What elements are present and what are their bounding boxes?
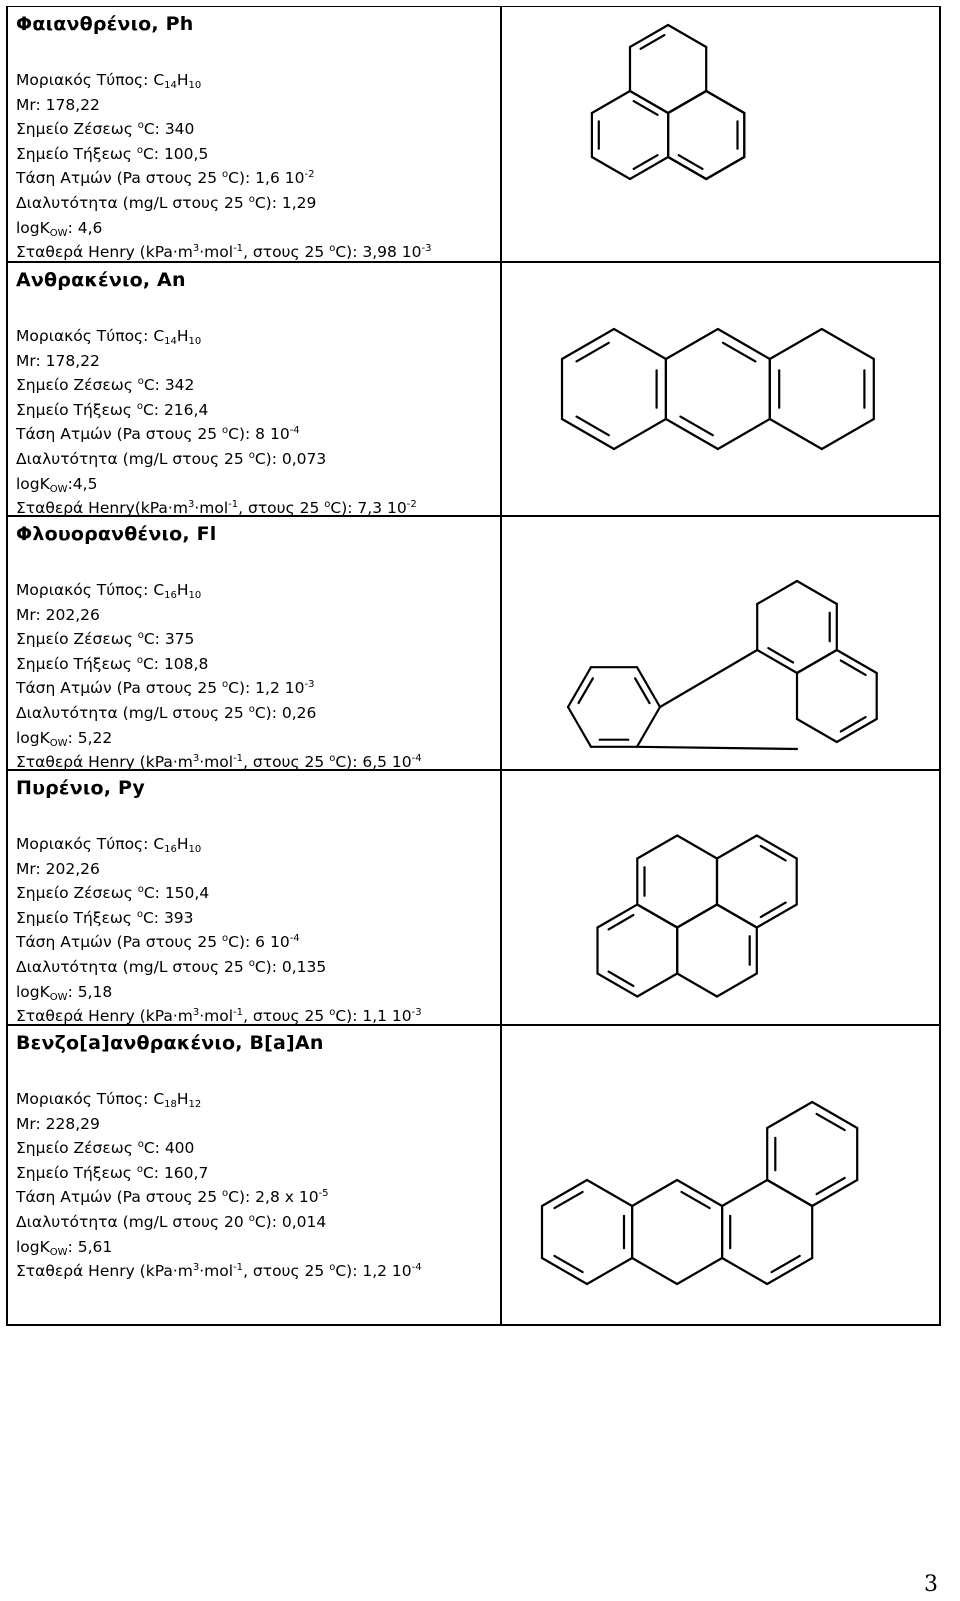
bond (634, 101, 658, 115)
text-fragment: -1 (228, 499, 239, 511)
text-fragment: Τάση Ατμών (Pa στους 25 (16, 425, 223, 444)
bond (767, 1180, 812, 1206)
text-fragment: o (248, 1212, 255, 1224)
text-fragment: o (137, 1139, 144, 1151)
bond (770, 329, 822, 359)
bond (592, 91, 630, 113)
text-fragment: H (176, 581, 189, 599)
text-fragment: 16 (164, 844, 177, 855)
text-fragment: Σημείο Τήξεως (16, 400, 137, 419)
text-fragment: , στους 25 (243, 1262, 330, 1281)
text-fragment: o (136, 654, 143, 666)
bond (577, 343, 609, 362)
molecular-weight (16, 349, 417, 374)
text-fragment: H (176, 835, 189, 853)
text-fragment: -2 (406, 499, 417, 511)
text-fragment: ·mol (199, 753, 234, 772)
compound-row (8, 515, 939, 772)
bond (592, 157, 630, 179)
text-fragment: 10 (188, 590, 202, 601)
text-fragment: 16 (164, 590, 177, 601)
bond (841, 717, 866, 731)
text-fragment: C): 8 10 (228, 425, 290, 444)
bond (637, 974, 677, 997)
compound-row (8, 1024, 939, 1325)
molecular-weight (16, 603, 422, 628)
text-fragment: -1 (233, 753, 244, 765)
text-fragment: Διαλυτότητα (mg/L στους 25 (16, 957, 249, 976)
bond (817, 1114, 845, 1130)
pyrene-structure (552, 811, 882, 1031)
text-fragment: Μοριακός Τύπος: (16, 1090, 154, 1108)
compound-name: Ανθρακένιο, An (16, 269, 186, 291)
vapor-pressure (16, 422, 417, 447)
text-fragment: C): 7,3 10 (330, 499, 407, 518)
properties-cell (8, 263, 502, 518)
text-fragment: OW (49, 227, 68, 239)
text-fragment: : 5,61 (67, 1237, 113, 1256)
text-fragment: Τάση Ατμών (Pa στους 25 (16, 679, 223, 698)
text-fragment: Mr: 228,29 (16, 1114, 100, 1133)
molecular-weight (16, 93, 432, 118)
text-fragment: o (329, 243, 336, 255)
solubility (16, 191, 432, 216)
vapor-pressure (16, 930, 422, 955)
text-fragment: Μοριακός Τύπος: (16, 327, 154, 345)
text-fragment: Τάση Ατμών (Pa στους 25 (16, 169, 223, 188)
phenanthrene-structure (552, 27, 882, 247)
text-fragment: logK (16, 1237, 50, 1256)
bond (637, 836, 677, 859)
text-fragment: C): 3,98 10 (335, 243, 422, 262)
bond (722, 1258, 767, 1284)
text-fragment: -2 (304, 169, 315, 181)
bond (722, 1180, 767, 1206)
log-kow (16, 472, 417, 497)
structure-cell (502, 263, 939, 515)
henry-constant (16, 1259, 422, 1284)
text-fragment: Μοριακός Τύπος: (16, 71, 154, 89)
text-fragment: o (136, 400, 143, 412)
bond (587, 1180, 632, 1206)
text-fragment: -4 (289, 425, 300, 437)
log-kow (16, 216, 432, 241)
bond (634, 155, 658, 169)
text-fragment: o (136, 908, 143, 920)
bond (579, 678, 593, 703)
property-list (16, 578, 422, 775)
bond (637, 905, 677, 928)
vapor-pressure (16, 166, 432, 191)
text-fragment: logK (16, 218, 50, 237)
text-fragment: C (153, 835, 165, 853)
text-fragment: logK (16, 982, 50, 1001)
bond (767, 1102, 812, 1128)
properties-cell (8, 517, 502, 772)
text-fragment: C): 1,2 10 (335, 1262, 412, 1281)
text-fragment: Σταθερά Henry (kPa·m (16, 243, 193, 262)
property-list (16, 1087, 422, 1284)
text-fragment: o (248, 957, 255, 969)
text-fragment: C): 0,135 (254, 957, 327, 976)
bond (717, 974, 757, 997)
fluoranthene-structure (552, 547, 882, 777)
bond (797, 719, 837, 742)
text-fragment: Σημείο Τήξεως (16, 1163, 137, 1182)
bond (587, 1258, 632, 1284)
text-fragment: C (153, 581, 165, 599)
compound-row (8, 261, 939, 518)
text-fragment: Σημείο Ζέσεως (16, 1139, 138, 1158)
text-fragment: C): 1,6 10 (228, 169, 305, 188)
text-fragment: , στους 25 (243, 753, 330, 772)
solubility (16, 955, 422, 980)
text-fragment: C: 108,8 (142, 654, 209, 673)
bond (822, 329, 874, 359)
text-fragment: ·mol (199, 1262, 234, 1281)
text-fragment: Τάση Ατμών (Pa στους 25 (16, 933, 223, 952)
text-fragment: Σημείο Ζέσεως (16, 884, 138, 903)
text-fragment: C: 216,4 (142, 400, 209, 419)
boiling-point (16, 881, 422, 906)
melting-point (16, 398, 417, 423)
text-fragment: 3 (187, 499, 195, 511)
text-fragment: Μοριακός Τύπος: (16, 581, 154, 599)
text-fragment: o (324, 499, 331, 511)
text-fragment: 12 (188, 1099, 202, 1110)
text-fragment: ·mol (199, 1007, 234, 1026)
bond (637, 747, 797, 749)
text-fragment: C (153, 71, 165, 89)
bond (682, 1192, 710, 1208)
bond (632, 1180, 677, 1206)
bond (660, 650, 757, 707)
text-fragment: :4,5 (67, 474, 98, 493)
bond (668, 91, 706, 113)
text-fragment: -3 (411, 1007, 422, 1019)
bond (723, 343, 755, 362)
bond (679, 155, 703, 169)
text-fragment: C: 342 (143, 376, 195, 395)
melting-point (16, 1161, 422, 1186)
text-fragment: C): 1,2 10 (228, 679, 305, 698)
bond (706, 157, 744, 179)
bond (770, 419, 822, 449)
text-fragment: o (248, 193, 255, 205)
properties-cell (8, 1026, 502, 1325)
text-fragment: Σημείο Τήξεως (16, 908, 137, 927)
bond (797, 650, 837, 673)
text-fragment: C: 100,5 (142, 144, 209, 163)
text-fragment: 3 (192, 753, 200, 765)
solubility (16, 1210, 422, 1235)
text-fragment: Σημείο Ζέσεως (16, 120, 138, 139)
text-fragment: 10 (188, 80, 202, 91)
text-fragment: H (176, 1090, 189, 1108)
text-fragment: , στους 25 (243, 243, 330, 262)
bond (637, 707, 660, 747)
bond (668, 25, 706, 47)
text-fragment: : 4,6 (67, 218, 103, 237)
molecular-formula (16, 1087, 422, 1112)
text-fragment: 3 (192, 243, 200, 255)
bond (677, 1258, 722, 1284)
text-fragment: o (222, 679, 229, 691)
molecular-weight (16, 1112, 422, 1137)
text-fragment: 14 (164, 80, 177, 91)
log-kow (16, 726, 422, 751)
text-fragment: Διαλυτότητα (mg/L στους 25 (16, 449, 249, 468)
text-fragment: OW (49, 1246, 68, 1258)
text-fragment: Σταθερά Henry(kPa·m (16, 499, 188, 518)
text-fragment: C (153, 327, 165, 345)
structure-cell (502, 771, 939, 1024)
text-fragment: -4 (411, 1262, 422, 1274)
molecular-formula (16, 578, 422, 603)
text-fragment: : 5,22 (67, 728, 113, 747)
text-fragment: OW (49, 737, 68, 749)
text-fragment: Mr: 202,26 (16, 605, 100, 624)
bond (706, 91, 744, 113)
text-fragment: -3 (421, 243, 432, 255)
text-fragment: Mr: 178,22 (16, 95, 100, 114)
text-fragment: o (222, 425, 229, 437)
text-fragment: Σταθερά Henry (kPa·m (16, 753, 193, 772)
molecular-weight (16, 857, 422, 882)
bond (568, 707, 591, 747)
compound-name: Βενζο[a]ανθρακένιο, B[a]An (16, 1032, 324, 1054)
property-list (16, 324, 417, 521)
text-fragment: C: 160,7 (142, 1163, 209, 1182)
boiling-point (16, 1136, 422, 1161)
property-list (16, 68, 432, 265)
bond (614, 329, 666, 359)
text-fragment: : 5,18 (67, 982, 113, 1001)
text-fragment: o (137, 630, 144, 642)
bond (609, 972, 634, 986)
anthracene-structure (552, 291, 882, 491)
text-fragment: Διαλυτότητα (mg/L στους 25 (16, 703, 249, 722)
melting-point (16, 142, 432, 167)
bond (761, 903, 786, 917)
text-fragment: Mr: 178,22 (16, 351, 100, 370)
text-fragment: 14 (164, 336, 177, 347)
text-fragment: -4 (289, 933, 300, 945)
text-fragment: 18 (164, 1099, 177, 1110)
bond (718, 419, 770, 449)
bond (609, 915, 634, 929)
text-fragment: 10 (188, 336, 202, 347)
bond (555, 1192, 583, 1208)
text-fragment: C: 150,4 (143, 884, 210, 903)
text-fragment: , στους 25 (243, 1007, 330, 1026)
text-fragment: C): 0,26 (254, 703, 317, 722)
vapor-pressure (16, 1185, 422, 1210)
text-fragment: Μοριακός Τύπος: (16, 835, 154, 853)
text-fragment: C (153, 1090, 165, 1108)
text-fragment: C): 6,5 10 (335, 753, 412, 772)
text-fragment: C: 375 (143, 630, 195, 649)
bond (841, 661, 866, 675)
bond (717, 905, 757, 928)
text-fragment: o (222, 169, 229, 181)
boiling-point (16, 627, 422, 652)
bond (757, 581, 797, 604)
bond (635, 678, 649, 703)
text-fragment: o (137, 884, 144, 896)
text-fragment: o (136, 1163, 143, 1175)
bond (632, 1258, 677, 1284)
bond (761, 846, 786, 860)
text-fragment: C: 340 (143, 120, 195, 139)
text-fragment: C): 2,8 x 10 (228, 1188, 319, 1207)
text-fragment: o (329, 1262, 336, 1274)
text-fragment: Σταθερά Henry (kPa·m (16, 1007, 193, 1026)
bond (717, 836, 757, 859)
compound-name: Φλουορανθένιο, Fl (16, 523, 217, 545)
bond (817, 1178, 845, 1194)
text-fragment: C): 0,073 (254, 449, 327, 468)
bond (614, 419, 666, 449)
bond (555, 1256, 583, 1272)
compound-row (8, 7, 939, 261)
boiling-point (16, 373, 417, 398)
text-fragment: Διαλυτότητα (mg/L στους 20 (16, 1212, 249, 1231)
text-fragment: C): 1,1 10 (335, 1007, 412, 1026)
bond (577, 417, 609, 436)
text-fragment: o (136, 144, 143, 156)
text-fragment: Σημείο Τήξεως (16, 144, 137, 163)
text-fragment: Διαλυτότητα (mg/L στους 25 (16, 193, 249, 212)
text-fragment: -4 (411, 753, 422, 765)
bond (641, 35, 665, 49)
text-fragment: Σημείο Τήξεως (16, 654, 137, 673)
text-fragment: , στους 25 (238, 499, 325, 518)
structure-cell (502, 7, 939, 261)
text-fragment: logK (16, 474, 50, 493)
text-fragment: H (176, 327, 189, 345)
compound-name: Φαιανθρένιο, Ph (16, 13, 194, 35)
text-fragment: C): 0,014 (254, 1212, 327, 1231)
text-fragment: 3 (192, 1007, 200, 1019)
text-fragment: o (329, 1007, 336, 1019)
text-fragment: -1 (233, 1007, 244, 1019)
compound-table (6, 6, 941, 1326)
text-fragment: Mr: 202,26 (16, 859, 100, 878)
compound-name: Πυρένιο, Py (16, 777, 146, 799)
text-fragment: -1 (233, 243, 244, 255)
properties-cell (8, 7, 502, 261)
text-fragment: o (248, 703, 255, 715)
text-fragment: o (222, 933, 229, 945)
text-fragment: Σταθερά Henry (kPa·m (16, 1262, 193, 1281)
text-fragment: C): 1,29 (254, 193, 317, 212)
text-fragment: OW (49, 991, 68, 1003)
bond (822, 419, 874, 449)
molecular-formula (16, 68, 432, 93)
bond (666, 329, 718, 359)
compound-row (8, 769, 939, 1024)
text-fragment: o (248, 449, 255, 461)
bond (797, 581, 837, 604)
structure-cell (502, 1026, 939, 1325)
text-fragment: H (176, 71, 189, 89)
text-fragment: 10 (188, 844, 202, 855)
text-fragment: Σημείο Ζέσεως (16, 630, 138, 649)
bond (772, 1256, 800, 1272)
text-fragment: Τάση Ατμών (Pa στους 25 (16, 1188, 223, 1207)
bond (677, 905, 717, 928)
bond (680, 417, 712, 436)
text-fragment: -5 (318, 1188, 329, 1200)
text-fragment: o (137, 120, 144, 132)
text-fragment: C: 400 (143, 1139, 195, 1158)
text-fragment: C: 393 (142, 908, 194, 927)
text-fragment: o (222, 1188, 229, 1200)
text-fragment: Σημείο Ζέσεως (16, 376, 138, 395)
property-list (16, 832, 422, 1029)
text-fragment: -3 (304, 679, 315, 691)
benz-a-anthracene-structure (532, 1082, 902, 1322)
bond (768, 648, 793, 662)
melting-point (16, 906, 422, 931)
solubility (16, 701, 422, 726)
log-kow (16, 980, 422, 1005)
vapor-pressure (16, 676, 422, 701)
page-number: 3 (924, 1572, 938, 1597)
properties-cell (8, 771, 502, 1024)
text-fragment: ·mol (199, 243, 234, 262)
text-fragment: o (329, 753, 336, 765)
melting-point (16, 652, 422, 677)
molecular-formula (16, 324, 417, 349)
text-fragment: -1 (233, 1262, 244, 1274)
boiling-point (16, 117, 432, 142)
bond (677, 974, 717, 997)
text-fragment: OW (49, 483, 68, 495)
text-fragment: ·mol (194, 499, 229, 518)
molecular-formula (16, 832, 422, 857)
log-kow (16, 1235, 422, 1260)
text-fragment: C): 6 10 (228, 933, 290, 952)
text-fragment: logK (16, 728, 50, 747)
solubility (16, 447, 417, 472)
bond (677, 836, 717, 859)
text-fragment: o (137, 376, 144, 388)
structure-cell (502, 517, 939, 769)
text-fragment: 3 (192, 1262, 200, 1274)
